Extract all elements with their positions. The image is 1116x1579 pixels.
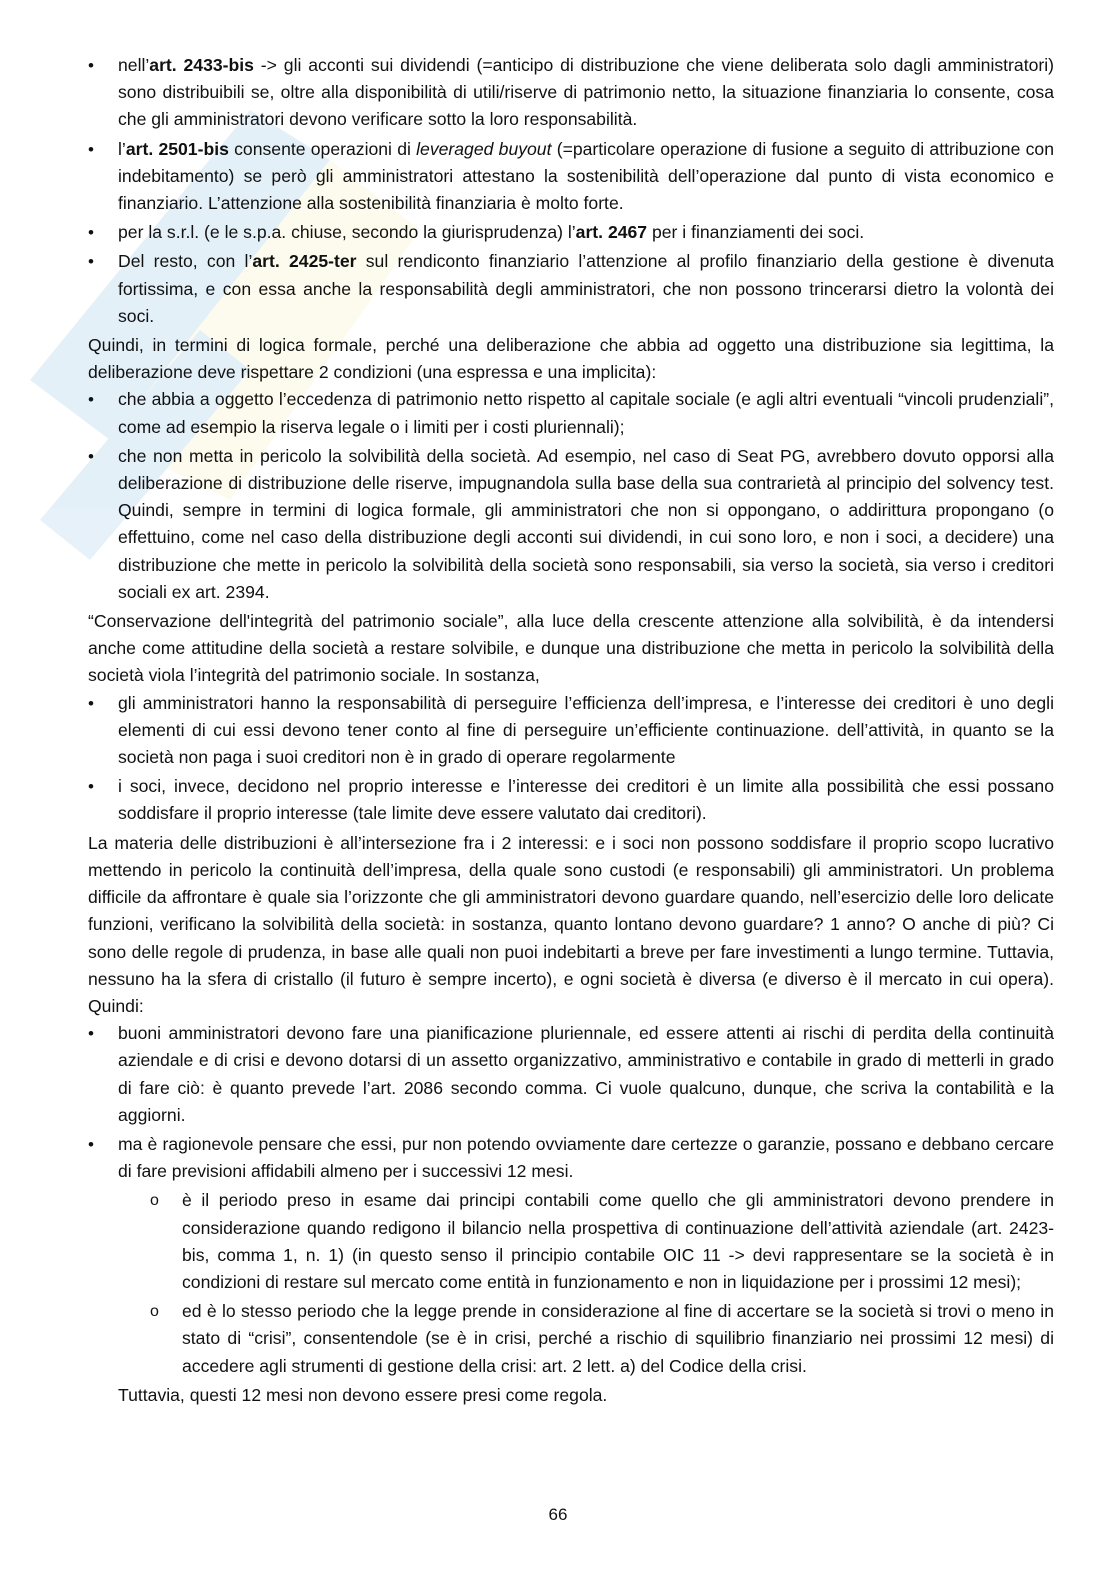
document-page [88, 52, 1054, 1409]
list-item: • gli amministratori hanno la responsabilità di perseguire l’efficienza dell’impresa, e l’interesse dei creditori è uno degli elementi di cui essi devono tener conto al fine di perseguire un’efficiente continuazione. dell’attività, in quanto se la società non paga i suoi creditori non è in grado di operare regolarmente [88, 690, 1054, 772]
article-list [88, 52, 1054, 330]
page-number: 66 [548, 1505, 568, 1524]
list-item: • buoni amministratori devono fare una pianificazione pluriennale, ed essere attenti ai rischi di perdita della continuità aziendale e di crisi e devono dotarsi di un assetto organizzativo, amministrativo e contabile in grado di metterli in grado di fare ciò: è quanto prevede l’art. 2086 secondo comma. Ci vuole qualcuno, dunque, che scriva la contabilità e la aggiorni. [88, 1020, 1054, 1129]
substance-list [88, 690, 1054, 828]
list-item: • nell’art. 2433-bis -> gli acconti sui dividendi (=anticipo di distribuzione che viene deliberata solo dagli amministratori) sono distribuibili se, oltre alla disponibilità di utili/riserve di patrimonio netto, la situazione finanziaria lo consente, cosa che gli amministratori devono verificare sotto la loro responsabilità. [88, 52, 1054, 134]
conclusions-list [88, 1020, 1054, 1380]
paragraph: “Conservazione dell'integrità del patrimonio sociale”, alla luce della crescente attenzione alla solvibilità, è da intendersi anche come attitudine della società a restare solvibile, e dunque una distribuzione che metta in pericolo la solvibilità della società viola l’integrità del patrimonio sociale. In sostanza, [88, 611, 1054, 686]
conditions-list [88, 386, 1054, 606]
paragraph: Quindi, in termini di logica formale, perché una deliberazione che abbia ad oggetto una distribuzione sia legittima, la deliberazione deve rispettare 2 condizioni (una espressa e una implicita): [88, 335, 1054, 383]
sub-list [118, 1187, 1054, 1379]
sub-list-item: o ed è lo stesso periodo che la legge prende in considerazione al fine di accertare se la società si trovi o meno in stato di “crisi”, consentendole (se è in crisi, perché a rischio di squilibrio finanziario nei prossimi 12 mesi) di accedere agli strumenti di gestione della crisi: art. 2 lett. a) del Codice della crisi. [118, 1298, 1054, 1380]
list-item: • i soci, invece, decidono nel proprio interesse e l’interesse dei creditori è un limite alla possibilità che essi possano soddisfare il proprio interesse (tale limite deve essere valutato dai creditori). [88, 773, 1054, 827]
list-item: • che abbia a oggetto l’eccedenza di patrimonio netto rispetto al capitale sociale (e agli altri eventuali “vincoli prudenziali”, come ad esempio la riserva legale o i limiti per i costi pluriennali); [88, 386, 1054, 440]
list-item: • ma è ragionevole pensare che essi, pur non potendo ovviamente dare certezze o garanzie, possano e debbano cercare di fare previsioni affidabili almeno per i successivi 12 mesi. o è il periodo preso in esame dai principi contabili come quello che gli amministratori devono prendere in considerazione quando redigono il bilancio nella prospettiva di continuazione dell’attività aziendale (art. 2423-bis, comma 1, n. 1) (in questo senso il principio contabile OIC 11 -> devi rappresentare se la società è in condizioni di restare sul mercato come entità in funzionamento e non in liquidazione per i prossimi 12 mesi); o ed è lo stesso periodo che la legge prende in considerazione al fine di accertare se la società si trovi o meno in stato di “crisi”, consentendole (se è in crisi, perché a rischio di squilibrio finanziario nei prossimi 12 mesi) di accedere agli strumenti di gestione della crisi: art. 2 lett. a) del Codice della crisi. [88, 1131, 1054, 1380]
sub-list-item: o è il periodo preso in esame dai principi contabili come quello che gli amministratori devono prendere in considerazione quando redigono il bilancio nella prospettiva di continuazione dell’attività aziendale (art. 2423-bis, comma 1, n. 1) (in questo senso il principio contabile OIC 11 -> devi rappresentare se la società è in condizioni di restare sul mercato come entità in funzionamento e non in liquidazione per i prossimi 12 mesi); [118, 1187, 1054, 1296]
list-item: • che non metta in pericolo la solvibilità della società. Ad esempio, nel caso di Seat PG, avrebbero dovuto opporsi alla deliberazione di distribuzione delle riserve, impugnandola sulla base della sua contrarietà al principio del solvency test. Quindi, sempre in termini di logica formale, gli amministratori che non si oppongano, o addirittura propongano (o effettuino, come nel caso della distribuzione degli acconti sui dividendi, in cui sono loro, e non i soci, a decidere) una distribuzione che mette in pericolo la solvibilità della società sono responsabili, sia verso la società, sia verso i creditori sociali ex art. 2394. [88, 443, 1054, 606]
list-item: • Del resto, con l’art. 2425-ter sul rendiconto finanziario l’attenzione al profilo finanziario della gestione è divenuta fortissima, e con essa anche la responsabilità degli amministratori, che non possono trincerarsi dietro la volontà dei soci. [88, 248, 1054, 330]
closing-note: Tuttavia, questi 12 mesi non devono essere presi come regola. [118, 1384, 608, 1405]
list-item: • l’art. 2501-bis consente operazioni di leveraged buyout (=particolare operazione di fusione a seguito di attribuzione con indebitamento) se però gli amministratori attestano la sostenibilità dell’operazione dal punto di vista economico e finanziario. L’attenzione alla sostenibilità finanziaria è molto forte. [88, 136, 1054, 218]
paragraph: La materia delle distribuzioni è all’intersezione fra i 2 interessi: e i soci non possono soddisfare il proprio scopo lucrativo mettendo in pericolo la continuità dell’impresa, della quale sono custodi (e responsabili) gli amministratori. Un problema difficile da affrontare è quale sia l’orizzonte che gli amministratori devono guardare quando, nell’esercizio delle loro delicate funzioni, verificano la solvibilità della società: in sostanza, quanto lontano devono guardare? 1 anno? O anche di più? Ci sono delle regole di prudenza, in base alle quali non puoi indebitarti a breve per fare investimenti a lungo termine. Tuttavia, nessuno ha la sfera di cristallo (il futuro è sempre incerto), e ogni società è diversa (e diverso è il mercato in cui opera). Quindi: [88, 832, 1054, 1016]
list-item: • per la s.r.l. (e le s.p.a. chiuse, secondo la giurisprudenza) l’art. 2467 per i finanziamenti dei soci. [88, 219, 1054, 246]
